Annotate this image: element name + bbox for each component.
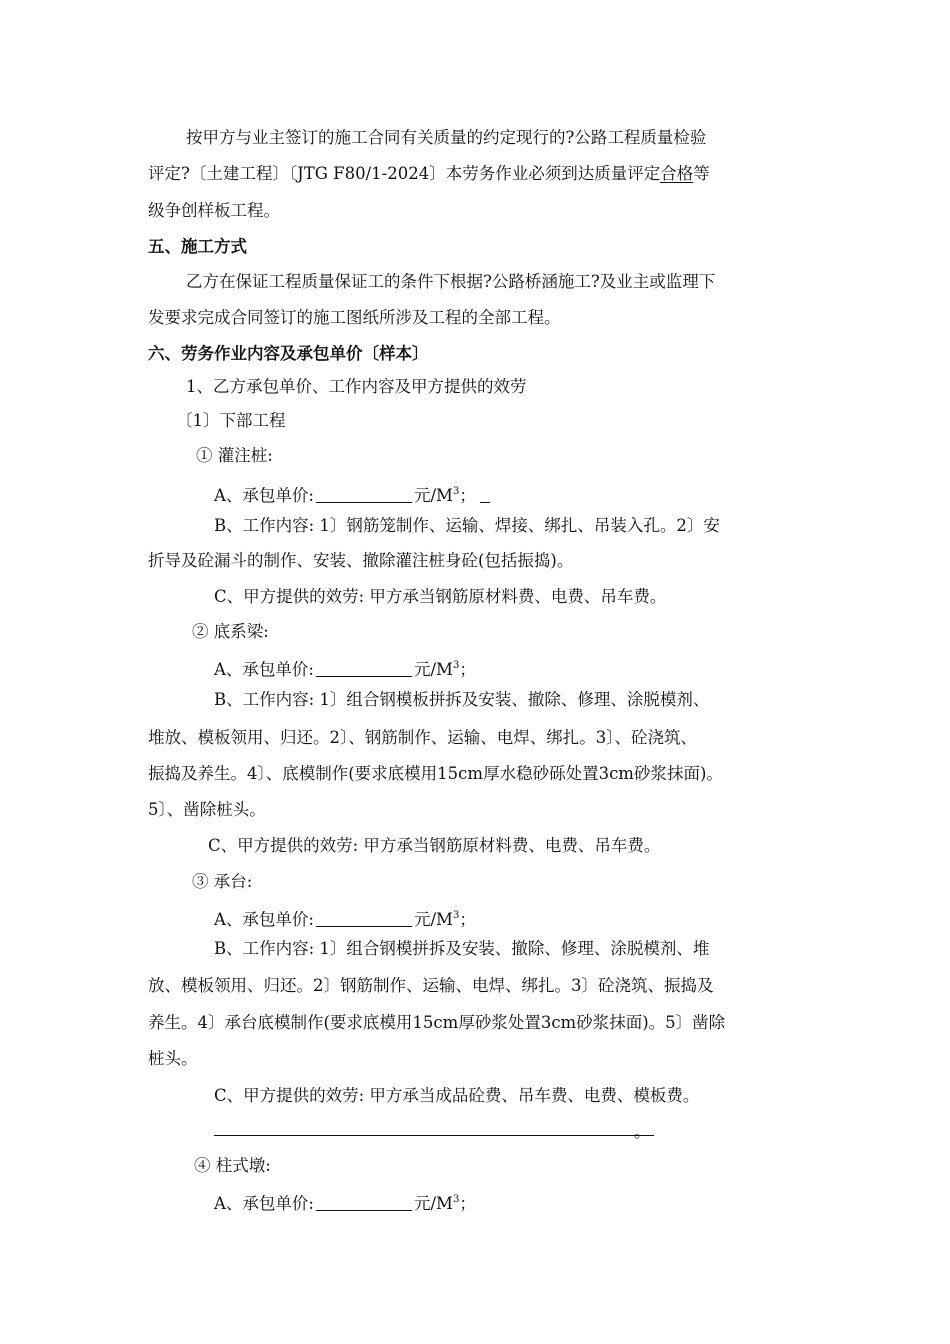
- pile-work-line-1: B、工作内容: 1〕钢筋笼制作、运输、焊接、绑扎、吊装入孔。2〕安: [214, 516, 720, 535]
- price-blank: [316, 658, 412, 677]
- tie-beam-title: ② 底系梁:: [192, 622, 269, 641]
- extra-blank: [480, 484, 490, 503]
- pile-work-line-2: 折导及砼漏斗的制作、安装、撤除灌注桩身砼(包括振捣)。: [148, 551, 574, 570]
- section-6-item-1: 1、乙方承包单价、工作内容及甲方提供的效劳: [186, 377, 527, 396]
- price-blank: [316, 484, 412, 503]
- pile-title: ① 灌注桩:: [196, 446, 273, 465]
- unit-exponent: 3: [452, 910, 460, 921]
- tie-beam-work-line-4: 5〕、凿除桩头。: [148, 800, 266, 819]
- unit-semicolon: ；: [459, 660, 476, 679]
- tie-beam-work-line-2: 堆放、模板领用、归还。2〕、钢筋制作、运输、电焊、绑扎。3〕、砼浇筑、: [148, 728, 697, 747]
- tie-beam-work-line-3: 振捣及养生。4〕、底模制作(要求底模用15cm厚水稳砂砾处置3cm砂浆抹面)。: [148, 764, 723, 783]
- unit-label: 元/M: [413, 486, 453, 505]
- section-5-line-1: 乙方在保证工程质量保证工的条件下根据?公路桥涵施工?及业主或监理下: [186, 272, 716, 291]
- unit-label: 元/M: [413, 910, 453, 929]
- pile-service: C、甲方提供的效劳: 甲方承当钢筋原材料费、电费、吊车费。: [214, 587, 667, 606]
- price-label: A、承包单价:: [214, 1194, 314, 1213]
- cap-work-line-2: 放、模板领用、归还。2〕钢筋制作、运输、电焊、绑扎。3〕砼浇筑、振捣及: [148, 976, 714, 995]
- section-5-line-2: 发要求完成合同签订的施工图纸所涉及工程的全部工程。: [148, 308, 561, 327]
- cap-price-line: [214, 904, 476, 932]
- cap-title: ③ 承台:: [192, 872, 253, 891]
- cap-work-line-4: 桩头。: [148, 1049, 198, 1068]
- section-6-sub-1: 〔1〕下部工程: [176, 411, 286, 430]
- price-blank: [316, 1192, 412, 1211]
- unit-label: 元/M: [413, 660, 453, 679]
- unit-semicolon: ；: [459, 1194, 476, 1213]
- pile-price-line: [214, 480, 490, 508]
- tie-beam-price-line: [214, 654, 476, 682]
- unit-exponent: 3: [452, 1194, 460, 1205]
- rule-trailing-dot: 。: [634, 1122, 651, 1141]
- blank-line-rule: [214, 1135, 654, 1136]
- cap-service: C、甲方提供的效劳: 甲方承当成品砼费、吊车费、电费、模板费。: [214, 1086, 700, 1105]
- price-label: A、承包单价:: [214, 486, 314, 505]
- price-blank: [316, 908, 412, 927]
- unit-exponent: 3: [452, 486, 460, 497]
- unit-semicolon: ；: [459, 910, 476, 929]
- tie-beam-work-line-1: B、工作内容: 1〕组合钢模板拼拆及安装、撤除、修理、涂脱模剂、: [214, 690, 710, 709]
- quality-grade-underlined: 合格: [660, 164, 694, 183]
- unit-label: 元/M: [413, 1194, 453, 1213]
- cap-work-line-1: B、工作内容: 1〕组合钢模拼拆及安装、撤除、修理、涂脱模剂、堆: [214, 939, 710, 958]
- price-label: A、承包单价:: [214, 660, 314, 679]
- quality-line-1: 按甲方与业主签订的施工合同有关质量的约定现行的?公路工程质量检验: [186, 128, 707, 147]
- quality-line-2: [148, 162, 710, 186]
- quality-line-2-post: 等: [693, 164, 710, 183]
- section-6-heading: 六、劳务作业内容及承包单价〔样本〕: [148, 344, 429, 363]
- price-label: A、承包单价:: [214, 910, 314, 929]
- unit-exponent: 3: [452, 660, 460, 671]
- section-5-heading: 五、施工方式: [148, 237, 247, 256]
- quality-line-3: 级争创样板工程。: [148, 201, 280, 220]
- quality-line-2-pre: 评定?〔土建工程〕〔JTG F80/1-2024〕本劳务作业必须到达质量评定: [148, 164, 661, 183]
- pier-price-line: [214, 1188, 476, 1216]
- tie-beam-service: C、甲方提供的效劳: 甲方承当钢筋原材料费、电费、吊车费。: [208, 836, 661, 855]
- unit-semicolon: ；: [459, 486, 476, 505]
- pier-title: ④ 柱式墩:: [194, 1156, 271, 1175]
- cap-work-line-3: 养生。4〕承台底模制作(要求底模用15cm厚砂浆处置3cm砂浆抹面)。5〕凿除: [148, 1013, 726, 1032]
